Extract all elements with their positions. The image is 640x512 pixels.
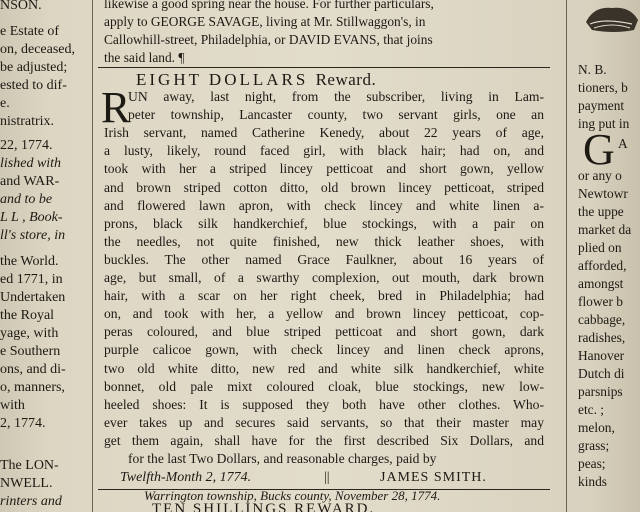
left-column-line: on, deceased, <box>0 42 76 57</box>
right-column-line: melon, <box>578 420 615 435</box>
column-rule-left <box>92 0 93 512</box>
top-line-2: apply to GEORGE SAVAGE, living at Mr. Stillwaggon's, in <box>104 14 426 29</box>
right-column-line: N. B. <box>578 62 607 77</box>
ad-body-line: purple calicoe gown, with check lincey and linen check aprons, <box>104 342 544 358</box>
ad-body-line: peter township, Lancaster county, two servant girls, one an <box>128 107 544 123</box>
left-column-line: ll's store, in <box>0 228 66 243</box>
engraving-illustration <box>584 0 640 34</box>
left-column-line: and WAR- <box>0 174 60 189</box>
ad-body-line: took with her a striped lincey petticoat and short gown, yellow <box>104 161 544 177</box>
middle-column <box>98 0 560 512</box>
right-column-line: tioners, b <box>578 80 628 95</box>
right-column-line: peas; <box>578 456 606 471</box>
left-column-line: L L , Book- <box>0 210 63 225</box>
right-column-line: radishes, <box>578 330 626 345</box>
right-big-letter: G <box>583 125 615 174</box>
right-column-line: kinds <box>578 474 608 489</box>
left-column-line: with <box>0 398 25 413</box>
left-column-line: be adjusted; <box>0 60 68 75</box>
left-column-line: Undertaken <box>0 290 66 305</box>
left-column-line: the World. <box>0 254 59 269</box>
right-column-line: or any o <box>578 168 622 183</box>
right-column-line: A <box>618 136 628 151</box>
right-column-line: payment <box>578 98 625 113</box>
left-column-line: The LON- <box>0 458 59 473</box>
ad-body-line: age, but small, of a swarthy complexion, out mouth, dark brown <box>104 270 544 285</box>
right-column-line: ing put in <box>578 116 630 131</box>
ad-top-rule <box>98 67 550 68</box>
column-rule-right <box>566 0 567 512</box>
right-column-line: flower b <box>578 294 623 309</box>
ad-body-line: the needles, not quite finished, new thick leather shoes, with <box>104 233 544 249</box>
ad-body-line: two old white ditto, new red and white silk handkerchief, white <box>104 360 544 376</box>
ad-heading <box>136 70 376 90</box>
ad-body-line: hair, with a scar on her right cheek, bred in Philadelphia; had <box>104 288 544 304</box>
ad-body-line: on, and took with her, a yellow and brown lincey petticoat, cop- <box>104 306 544 322</box>
left-column-line: ested to dif- <box>0 78 67 93</box>
top-line-3: Callowhill-street, Philadelphia, or DAVID EVANS, that joins <box>104 32 433 47</box>
top-line-1: likewise a good spring near the house. For further particulars, <box>104 0 434 11</box>
ad-body-line: for the last Two Dollars, and reasonable charges, paid by <box>128 451 437 466</box>
next-ad-heading: TEN SHILLINGS REWARD. <box>152 501 376 512</box>
left-column-line: the Royal <box>0 308 55 323</box>
right-column-line: Newtowr <box>578 186 628 201</box>
right-column-line: plied on <box>578 240 622 255</box>
right-column-line: the uppe <box>578 204 624 219</box>
ad-body-line: a lusty, likely, round faced girl, with black hair; had on, and <box>104 143 544 159</box>
left-column-line: nistratrix. <box>0 114 55 129</box>
left-column-line: 2, 1774. <box>0 416 46 431</box>
ad-body-line: and flowered lawn apron, with check lincey and white linen a- <box>104 197 544 213</box>
left-column-line: yage, with <box>0 326 59 341</box>
right-column-line: parsnips <box>578 384 623 399</box>
left-column-line: o, manners, <box>0 380 65 395</box>
signature-date: Twelfth-Month 2, 1774. <box>120 470 252 485</box>
left-column-line: rinters and <box>0 494 62 509</box>
right-column-line: amongst <box>578 276 624 291</box>
right-column-line: market da <box>578 222 632 237</box>
left-column <box>0 0 88 512</box>
right-column-line: etc. ; <box>578 402 605 417</box>
ad-body-line: UN away, last night, from the subscriber, living in Lam- <box>128 89 544 104</box>
ad-body-line: and brown striped cotton ditto, old brown lincey petticoat, striped <box>104 179 544 195</box>
drop-cap: R <box>101 83 131 132</box>
next-ad-dateline: Warrington township, Bucks county, November 28, 1774. <box>144 488 441 503</box>
ad-heading-reward: Reward. <box>315 70 377 89</box>
signature-separator: || <box>324 470 330 485</box>
left-column-line: and to be <box>0 192 53 207</box>
left-column-line: NSON. <box>0 0 42 13</box>
right-column-line: Dutch di <box>578 366 625 381</box>
ad-body-line: get them again, shall have for the first described Six Dollars, and <box>104 432 544 448</box>
ad-body-line: bonnet, old pale mixt coloured cloak, blue stockings, new low- <box>104 378 544 394</box>
signature-name: JAMES SMITH. <box>380 470 487 485</box>
left-column-line: 22, 1774. <box>0 138 53 153</box>
right-column-line: Hanover <box>578 348 625 363</box>
ad-body-line: Irish servant, named Catherine Kenedy, about 22 years of age, <box>104 125 544 141</box>
right-column-line: grass; <box>578 438 610 453</box>
left-column-line: e. <box>0 96 10 111</box>
left-column-line: NWELL. <box>0 476 53 491</box>
left-column-line: ed 1771, in <box>0 272 63 287</box>
left-column-line: e Southern <box>0 344 61 359</box>
left-column-line: e Estate of <box>0 24 60 39</box>
right-column <box>576 0 640 512</box>
left-column-line: ons, and di- <box>0 362 66 377</box>
ad-body-line: ever takes up and secures said servants, so that their master may <box>104 414 544 430</box>
right-column-line: cabbage, <box>578 312 626 327</box>
left-column-line: lished with <box>0 156 62 171</box>
ad-heading-title: EIGHT DOLLARS <box>136 70 309 89</box>
ad-body-line: heeled shoes: It is supposed they both have other clothes. Who- <box>104 396 544 412</box>
ad-body-line: buckles. The other named Grace Faulkner, about 16 years of <box>104 251 544 267</box>
ad-body-line: peras coloured, and blue striped petticoat and short gown, dark <box>104 324 544 340</box>
top-line-4: the said land. ¶ <box>104 50 185 65</box>
ad-body-line: prons, black silk handkerchief, blue stockings, with a pair on <box>104 215 544 231</box>
right-column-line: afforded, <box>578 258 627 273</box>
